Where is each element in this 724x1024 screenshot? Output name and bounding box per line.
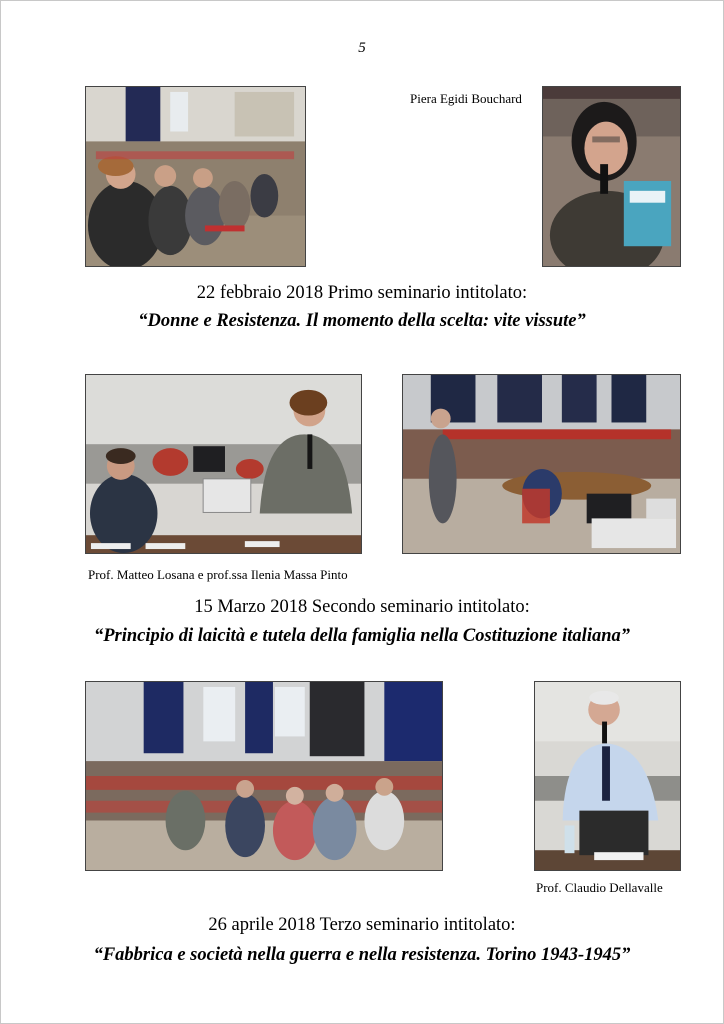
speaker-photo-3 bbox=[534, 681, 681, 871]
section-3-title: 26 aprile 2018 Terzo seminario intitolato: bbox=[208, 915, 516, 935]
photo-caption-1: Piera Egidi Bouchard bbox=[410, 91, 522, 106]
photo-caption-3: Prof. Claudio Dellavalle bbox=[536, 880, 663, 895]
speakers-photo-2 bbox=[85, 374, 362, 554]
section-3-subtitle: “Fabbrica e società nella guerra e nella resistenza. Torino 1943-1945” bbox=[93, 945, 631, 965]
section-1-subtitle: “Donne e Resistenza. Il momento della scelta: vite vissute” bbox=[138, 311, 586, 331]
photo-caption-2: Prof. Matteo Losana e prof.ssa Ilenia Massa Pinto bbox=[88, 567, 348, 582]
audience-photo-2 bbox=[402, 374, 681, 554]
audience-photo-1 bbox=[85, 86, 306, 267]
page-number: 5 bbox=[358, 40, 366, 56]
section-2-title: 15 Marzo 2018 Secondo seminario intitolato: bbox=[194, 597, 530, 617]
section-2-subtitle: “Principio di laicità e tutela della famiglia nella Costituzione italiana” bbox=[93, 626, 630, 646]
speaker-photo-1 bbox=[542, 86, 681, 267]
section-1-title: 22 febbraio 2018 Primo seminario intitolato: bbox=[196, 283, 528, 303]
audience-photo-3 bbox=[85, 681, 443, 871]
